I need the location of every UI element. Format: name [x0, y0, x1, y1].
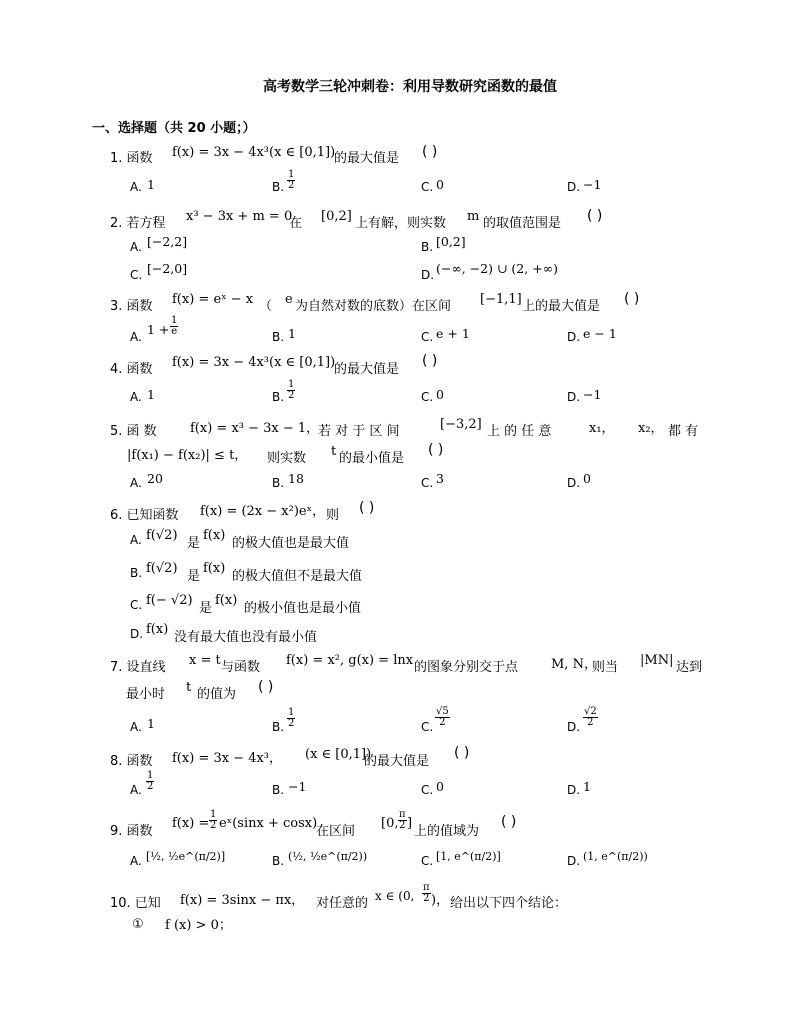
- q6-option-c-expr: f(− √2): [146, 593, 193, 608]
- q7-option-c: [435, 707, 450, 728]
- q1-option-c: 0: [436, 177, 444, 192]
- q6-option-d-label: D.: [130, 627, 144, 641]
- q2-expression: x³ − 3x + m = 0: [186, 209, 293, 224]
- q8-tail: 的最大值是: [364, 754, 430, 769]
- q5-option-d-label: D.: [567, 476, 581, 490]
- q7-option-b: [287, 708, 295, 729]
- q9-option-d-label: D.: [567, 854, 581, 868]
- q10-item1-marker: ①: [132, 917, 144, 932]
- q3-option-a-frac: [170, 316, 178, 337]
- q3-option-d-label: D.: [567, 330, 581, 344]
- q9-option-b: (½, ½e^(π/2)): [288, 850, 368, 863]
- q2-interval: [0,2]: [321, 209, 352, 224]
- q5-x2: x₂，: [638, 421, 664, 436]
- q9-interval-num: π: [399, 809, 406, 820]
- q9-half-frac: [209, 810, 217, 831]
- q7-number: 7. 设直线: [110, 660, 166, 675]
- q1-option-d: −1: [583, 177, 602, 192]
- q4-option-b-num: 1: [288, 379, 295, 390]
- q1-option-b-num: 1: [288, 169, 295, 180]
- q1-option-c-label: C.: [421, 180, 434, 194]
- q5-option-c-label: C.: [421, 476, 434, 490]
- q7-option-a-label: A.: [130, 720, 142, 734]
- q6-number: 6. 已知函数: [110, 508, 179, 523]
- q4-option-c: 0: [436, 387, 444, 402]
- q8-expression2: (x ∈ [0,1]): [305, 747, 372, 762]
- q8-option-a: [146, 771, 154, 792]
- q7-mid1: 与函数: [221, 660, 261, 675]
- q5-interval: [−3,2]: [440, 417, 482, 432]
- q8-option-d: 1: [583, 779, 591, 794]
- q8-option-b-label: B.: [272, 783, 285, 797]
- q7-option-c-num: √5: [436, 706, 449, 717]
- q9-answer-blank: ( ): [501, 814, 517, 830]
- q10-mid1: 对任意的: [316, 896, 369, 911]
- q7-option-c-den: 2: [439, 717, 446, 728]
- q4-tail: 的最大值是: [334, 362, 400, 377]
- q2-option-c: [−2,0]: [147, 261, 188, 276]
- q7-mid3: 则当: [592, 660, 619, 675]
- q7-expression: x = t: [189, 653, 221, 668]
- q3-mid2: 为自然对数的底数）在区间: [295, 299, 452, 314]
- q4-expression: f(x) = 3x − 4x³(x ∈ [0,1]): [172, 355, 336, 370]
- q5-number: 5. 函 数: [110, 424, 157, 439]
- q10-domain-post: )，: [431, 893, 450, 908]
- q9-half-den: 2: [210, 820, 217, 831]
- q4-option-d: −1: [583, 387, 602, 402]
- q10-domain-den: 2: [423, 893, 430, 904]
- q3-option-b-label: B.: [272, 330, 285, 344]
- q6-option-c-label: C.: [130, 598, 143, 612]
- q8-option-c-label: C.: [421, 783, 434, 797]
- q2-option-a-label: A.: [130, 240, 142, 254]
- q9-interval-pre: [0,: [381, 816, 399, 831]
- q7-var: t: [186, 680, 192, 695]
- q10-expression: f(x) = 3sinx − πx，: [180, 893, 305, 908]
- q8-option-a-label: A.: [130, 783, 142, 797]
- q5-answer-blank: ( ): [428, 442, 444, 458]
- q6-option-a-expr: f(√2): [146, 528, 178, 543]
- q3-mid1: （: [259, 299, 273, 314]
- q6-option-c-mid: 是: [199, 601, 213, 616]
- q6-expression: f(x) = (2x − x²)eˣ，: [200, 504, 326, 519]
- q5-mid1: 若 对 于 区 间: [318, 424, 400, 439]
- q7-points: M, N，: [551, 657, 597, 672]
- q1-option-b-label: B.: [272, 180, 285, 194]
- q5-var: t: [331, 444, 337, 459]
- q5-option-d: 0: [583, 471, 591, 486]
- q1-option-a-label: A.: [130, 180, 142, 194]
- q5-option-b: 18: [288, 471, 304, 486]
- section-heading: 一、选择题（共 20 小题；）: [92, 121, 256, 136]
- q8-option-b: −1: [288, 779, 307, 794]
- q1-answer-blank: ( ): [422, 144, 438, 160]
- q6-option-a-mid: 是: [187, 536, 201, 551]
- q2-option-c-label: C.: [130, 268, 143, 282]
- q1-expression: f(x) = 3x − 4x³(x ∈ [0,1]): [172, 145, 336, 160]
- q8-option-a-den: 2: [147, 781, 154, 792]
- q6-option-c-expr2: f(x): [215, 593, 238, 608]
- q10-domain-frac: [422, 883, 431, 904]
- q9-option-c-label: C.: [421, 854, 434, 868]
- q2-var: m: [467, 209, 480, 224]
- q9-option-c: [1, e^(π/2)]: [436, 850, 501, 863]
- q9-interval-den: 2: [399, 820, 406, 831]
- q1-option-d-label: D.: [567, 180, 581, 194]
- q5-option-b-label: B.: [272, 476, 285, 490]
- q2-option-d-label: D.: [421, 268, 435, 282]
- q1-option-b: [287, 170, 295, 191]
- q2-mid1: 在: [289, 216, 303, 231]
- q4-option-d-label: D.: [567, 390, 581, 404]
- q10-domain-num: π: [423, 882, 430, 893]
- q9-half-num: 1: [210, 809, 217, 820]
- q9-option-a: [½, ½e^(π/2)]: [146, 850, 226, 863]
- q9-option-d: (1, e^(π/2)): [583, 850, 648, 863]
- q7-option-c-label: C.: [421, 720, 434, 734]
- q9-tail: 上的值域为: [414, 824, 480, 839]
- q4-option-a-label: A.: [130, 390, 142, 404]
- q3-option-c: e + 1: [436, 326, 470, 341]
- q7-option-d: [583, 707, 598, 728]
- q3-interval: [−1,1]: [480, 292, 522, 307]
- q1-option-b-den: 2: [288, 180, 295, 191]
- q8-answer-blank: ( ): [454, 745, 470, 761]
- q5-tail: 的最小值是: [339, 451, 405, 466]
- q9-interval-post: ]: [407, 816, 413, 831]
- q6-tail: 则: [326, 508, 340, 523]
- q2-tail: 的取值范围是: [483, 216, 562, 231]
- q6-option-b-mid: 是: [187, 569, 201, 584]
- q8-expression: f(x) = 3x − 4x³，: [172, 751, 283, 766]
- q3-option-b: 1: [288, 326, 296, 341]
- q10-tail: 给出以下四个结论：: [450, 896, 568, 911]
- q10-item1-expression: f (x) > 0；: [165, 918, 232, 933]
- q10-domain-pre: x ∈ (0,: [375, 889, 415, 903]
- q7-option-b-den: 2: [288, 718, 295, 729]
- q7-option-b-num: 1: [288, 707, 295, 718]
- q6-option-a-expr2: f(x): [203, 528, 226, 543]
- q7-expression2: f(x) = x², g(x) = lnx: [286, 653, 414, 668]
- q3-option-d: e − 1: [583, 326, 617, 341]
- q6-option-b-tail: 的极大值但不是最大值: [232, 569, 363, 584]
- q7-mn: |MN|: [640, 653, 674, 668]
- q1-number: 1. 函数: [110, 151, 153, 166]
- q6-option-b-label: B.: [130, 566, 143, 580]
- q7-mid4: 达到: [676, 660, 703, 675]
- q10-number: 10. 已知: [110, 896, 161, 911]
- q3-tail: 上的最大值是: [522, 299, 601, 314]
- q5-line2-mid: 则实数: [267, 451, 307, 466]
- q2-answer-blank: ( ): [587, 208, 603, 224]
- page-title: 高考数学三轮冲刺卷：利用导数研究函数的最值: [263, 79, 557, 95]
- q4-option-b-den: 2: [288, 390, 295, 401]
- q6-answer-blank: ( ): [359, 500, 375, 516]
- q7-option-a: 1: [147, 716, 155, 731]
- q7-mid2: 的图象分别交于点: [414, 660, 519, 675]
- q7-line2: 最小时: [126, 687, 166, 702]
- q9-option-a-label: A.: [130, 854, 142, 868]
- q2-option-a: [−2,2]: [147, 234, 188, 249]
- q2-option-b-label: B.: [421, 240, 434, 254]
- q2-option-d: (−∞, −2) ∪ (2, +∞): [436, 261, 558, 276]
- q5-x1: x₁，: [589, 421, 615, 436]
- q5-mid3: 都 有: [668, 424, 699, 439]
- q3-number: 3. 函数: [110, 299, 153, 314]
- q8-option-d-label: D.: [567, 783, 581, 797]
- q8-option-a-num: 1: [147, 770, 154, 781]
- q5-mid2: 上 的 任 意: [487, 424, 552, 439]
- q3-answer-blank: ( ): [624, 291, 640, 307]
- q2-option-b: [0,2]: [436, 234, 466, 249]
- q7-tail: 的值为: [197, 687, 237, 702]
- q9-option-b-label: B.: [272, 854, 285, 868]
- q4-answer-blank: ( ): [422, 353, 438, 369]
- q6-option-b-expr2: f(x): [203, 561, 226, 576]
- q9-expression-pre: f(x) =: [172, 816, 210, 831]
- q9-expression-post: eˣ(sinx + cosx): [219, 816, 318, 831]
- q9-interval-frac: [398, 810, 407, 831]
- q5-line2-expression: |f(x₁) − f(x₂)| ≤ t，: [127, 448, 248, 463]
- q1-option-a: 1: [147, 177, 155, 192]
- q5-expression: f(x) = x³ − 3x − 1，: [190, 421, 320, 436]
- q8-option-c: 0: [436, 779, 444, 794]
- q4-option-b: [287, 380, 295, 401]
- q3-option-a-num: 1: [171, 315, 178, 326]
- q7-answer-blank: ( ): [258, 679, 274, 695]
- q6-option-b-expr: f(√2): [146, 561, 178, 576]
- q6-option-d-expr: f(x): [146, 622, 169, 637]
- q3-option-a-pre: 1 +: [147, 322, 170, 337]
- q4-option-c-label: C.: [421, 390, 434, 404]
- q7-option-d-den: 2: [587, 717, 594, 728]
- q7-option-d-num: √2: [584, 706, 597, 717]
- q5-option-a-label: A.: [130, 476, 142, 490]
- q1-tail: 的最大值是: [334, 151, 400, 166]
- q6-option-a-tail: 的极大值也是最大值: [232, 536, 350, 551]
- q6-option-d-tail: 没有最大值也没有最小值: [174, 630, 318, 645]
- q2-mid2: 上有解，则实数: [355, 216, 447, 231]
- q3-option-a-den: e: [171, 326, 178, 337]
- q9-mid1: 在区间: [316, 824, 356, 839]
- q2-number: 2. 若方程: [110, 216, 166, 231]
- q7-option-d-label: D.: [567, 720, 581, 734]
- q3-expression: f(x) = eˣ − x: [172, 292, 254, 307]
- q6-option-a-label: A.: [130, 533, 142, 547]
- q9-number: 9. 函数: [110, 824, 153, 839]
- q6-option-c-tail: 的极小值也是最小值: [244, 601, 362, 616]
- q5-option-c: 3: [436, 471, 444, 486]
- q3-option-a-label: A.: [130, 330, 142, 344]
- q8-number: 8. 函数: [110, 754, 153, 769]
- q3-option-c-label: C.: [421, 330, 434, 344]
- q4-number: 4. 函数: [110, 362, 153, 377]
- q4-option-a: 1: [147, 387, 155, 402]
- q3-e: e: [285, 292, 293, 307]
- q7-option-b-label: B.: [272, 720, 285, 734]
- q4-option-b-label: B.: [272, 390, 285, 404]
- q5-option-a: 20: [147, 471, 163, 486]
